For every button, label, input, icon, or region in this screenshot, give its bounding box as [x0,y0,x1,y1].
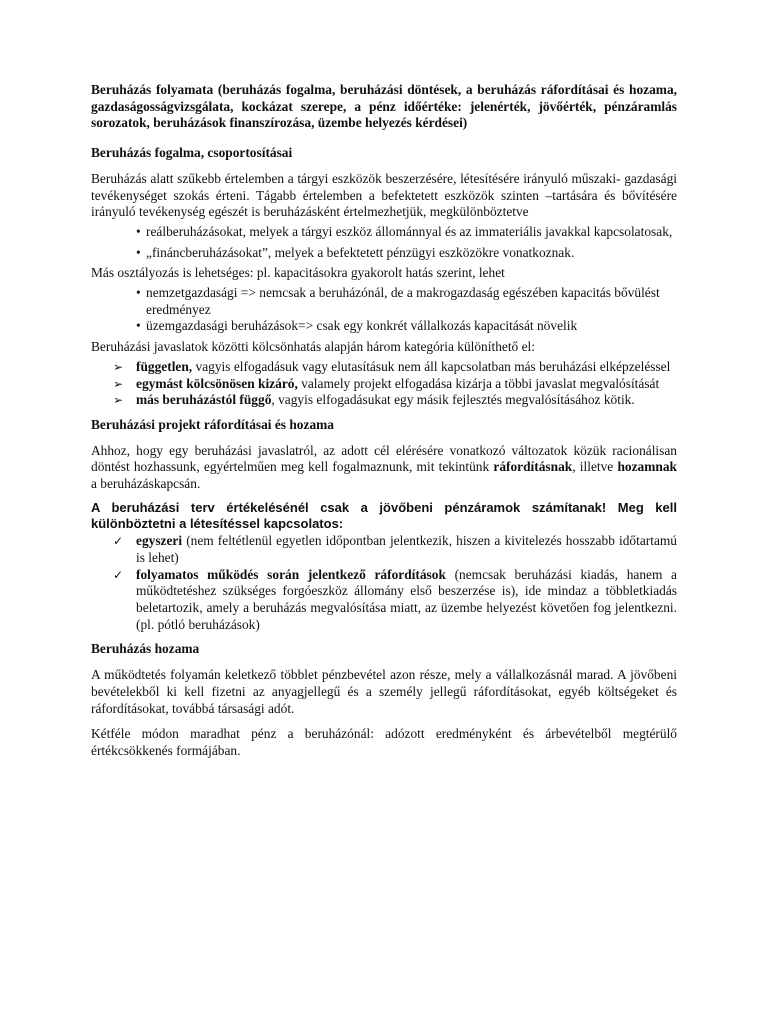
arrow-list-categories [91,359,677,409]
term-return: hozamnak [617,459,677,475]
check-icon: ✓ [113,534,124,549]
list-item-text: valamely projekt elfogadása kizárja a többi javaslat megvalósítását [297,375,660,391]
list-item [91,376,677,393]
paragraph-money: Kétféle módon maradhat pénz a beruházónál: adózott eredményként és árbevételből megtérülő értékcsökkenés formájában. [91,726,677,758]
bullet-list-investment-types [91,224,677,261]
paragraph-return: A működtetés folyamán keletkező többlet pénzbevétel azon része, mely a vállalkozásnál marad. A jövőbeni bevételekből ki kell fizetni az anyagjellegű és a személy jellegű ráfordításokat, egyéb költségeket és ráfordításokat, továbbá társasági adót. [91,667,677,716]
term-cost: ráfordításnak [493,459,573,475]
bullet-list-capacity [91,285,677,335]
check-icon: ✓ [113,567,124,582]
list-item-text: nemzetgazdasági => nemcsak a beruházónál, de a makrogazdaság egészében kapacitás bővülést eredményez [146,285,660,317]
list-item-text: „fináncberuházásokat”, melyek a befektetett pénzügyi eszközökre vonatkoznak. [146,244,575,260]
arrow-bullet-icon: ➢ [113,393,124,408]
document-title: Beruházás folyamata (beruházás fogalma, beruházási döntések, a beruházás ráfordításai és hozama, gazdaságosságvizsgálata, kockázat szerepe, a pénz időértéke: jelenérték, jövőérték, pénzáramlás sorozatok, beruházások finanszírozása, üzembe helyezés kérdései) [91,82,677,131]
paragraph-classification: Más osztályozás is lehetséges: pl. kapacitásokra gyakorolt hatás szerint, lehet [91,265,505,281]
heading-concept: Beruházás fogalma, csoportosításai [91,145,293,161]
check-list-costs [91,533,677,633]
term: egymást kölcsönösen kizáró, [136,375,298,391]
list-item [91,533,677,566]
list-item-text: üzemgazdasági beruházások=> csak egy konkrét vállalkozás kapacitását növelik [146,318,578,334]
list-item-text: vagyis elfogadásuk vagy elutasításuk nem áll kapcsolatban más beruházási elképzeléssel [192,358,671,374]
arrow-bullet-icon: ➢ [113,376,124,391]
paragraph-decision [91,443,677,493]
term: folyamatos működés során jelentkező ráfordítások [136,566,446,582]
list-item-text: (nemcsak beruházási kiadás, hanem a működtetéshez szükséges forgóeszköz állomány első beszerzése is), ide mindaz a többletkiadás beletartozik, amely a beruházás megvalósítása miatt, az üzembe helyezést követően fog jelentkezni. (pl. pótló beruházások) [136,566,677,632]
term: más beruházástól függő [136,392,272,408]
emphasis-statement: A beruházási terv értékelésénél csak a jövőbeni pénzáramok számítanak! Meg kell különböztetni a létesítéssel kapcsolatos: [91,499,677,532]
heading-return: Beruházás hozama [91,641,200,657]
paragraph-text: , illetve [572,459,614,475]
list-item-text: (nem feltétlenül egyetlen időpontban jelentkezik, hiszen a kivitelezés hosszabb időtartamú is lehet) [136,533,677,565]
list-item [91,567,677,634]
list-item [136,224,677,241]
heading-costs-returns: Beruházási projekt ráfordításai és hozama [91,416,334,432]
list-item [136,318,677,335]
bullet-icon: • [136,285,141,301]
bullet-icon: • [136,244,141,260]
list-item-text: , vagyis elfogadásukat egy másik fejlesztés megvalósításához kötik. [271,392,635,408]
paragraph-categories: Beruházási javaslatok közötti kölcsönhatás alapján három kategória különíthető el: [91,339,535,355]
list-item [136,245,677,262]
list-item [136,285,677,318]
term: független, [136,358,193,374]
arrow-bullet-icon: ➢ [113,359,124,374]
list-item [91,392,677,409]
paragraph-text: Ahhoz, hogy egy beruházási javaslatról, az adott cél elérésére vonatkozó változatok közük racionálisan döntést hozhassunk, egyértelműen meg kell fogalmaznunk, mit tekintünk [91,442,677,475]
bullet-icon: • [136,223,141,239]
bullet-icon: • [136,318,141,334]
list-item [91,359,677,376]
list-item-text: reálberuházásokat, melyek a tárgyi eszköz állománnyal és az immateriális javakkal kapcsolatosak, [146,223,673,239]
paragraph-text: a beruházáskapcsán. [91,476,201,492]
paragraph-definition: Beruházás alatt szűkebb értelemben a tárgyi eszközök beszerzésére, létesítésére irányuló műszaki- gazdasági tevékenységet szokás érteni. Tágabb értelemben a befektetett eszközök szinten –tartására és bővítésére irányuló tevékenység egészét is beruházásként értelmezhetjük, megkülönböztetve [91,170,677,220]
term: egyszeri [136,533,183,549]
